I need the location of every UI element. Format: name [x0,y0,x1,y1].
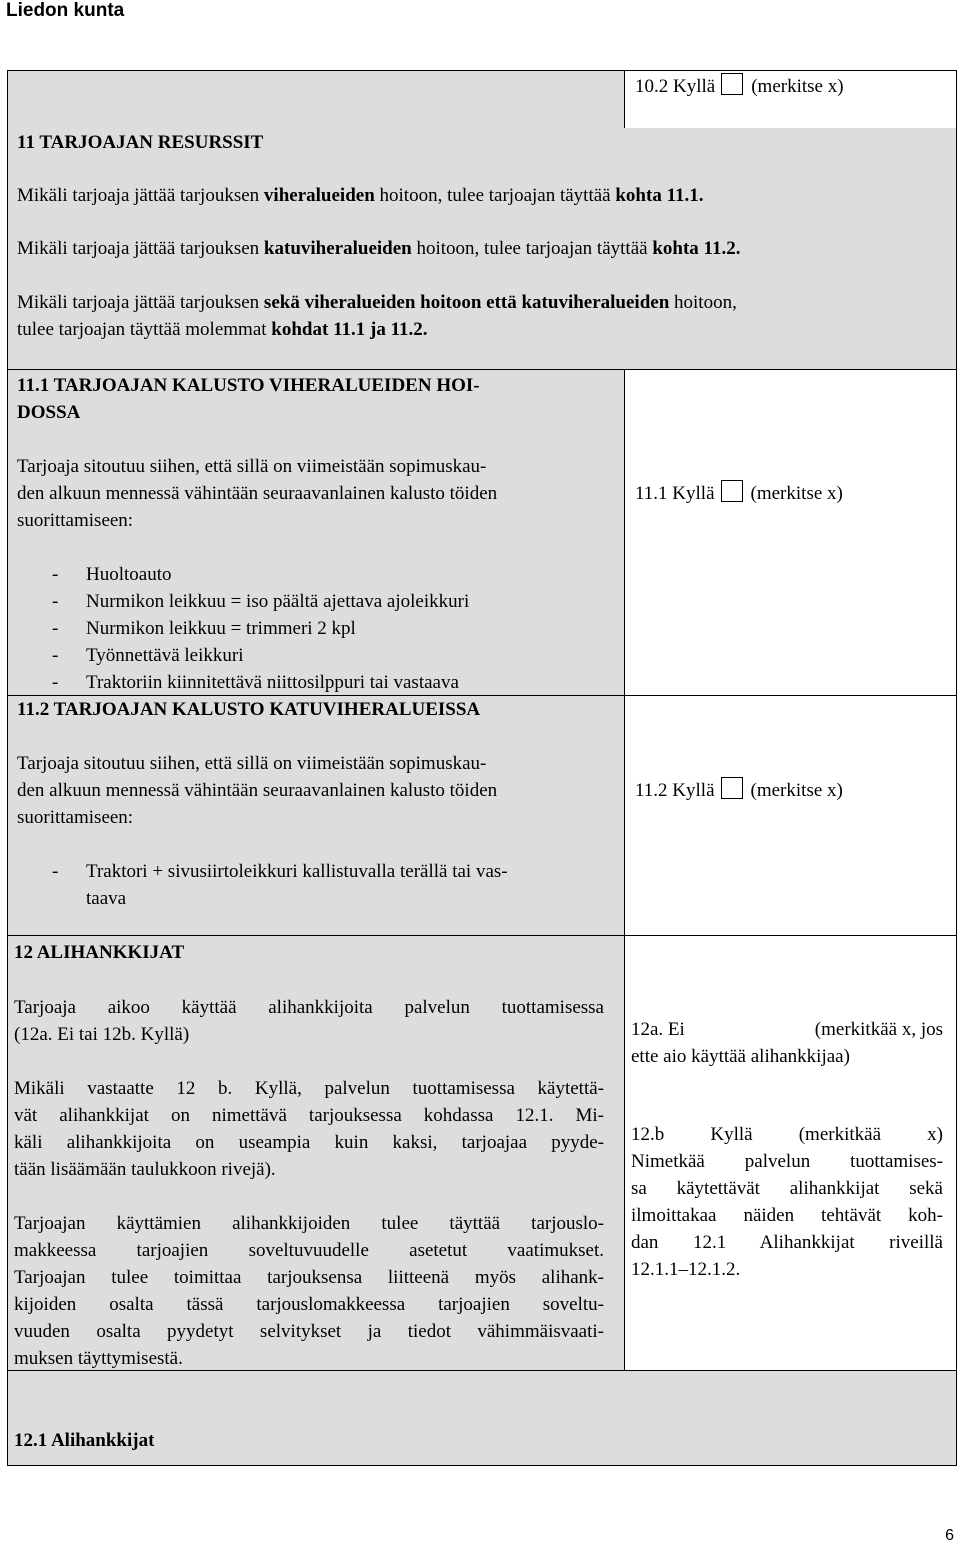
page-number: 6 [945,1527,954,1544]
section-11-1-heading: 11.1 TARJOAJAN KALUSTO VIHERALUEIDEN HOI- [17,375,480,396]
answer-12b[interactable]: 12.b Kyllä (merkitkää x) [631,1124,943,1145]
section-11-2-body: Tarjoaja sitoutuu siihen, että sillä on viimeistään sopimuskau- [17,753,487,774]
answer-12a: 12a. Ei (merkitkää x, jos [631,1019,943,1040]
section-12-1-heading: 12.1 Alihankkijat [14,1430,155,1451]
section-12 [7,935,957,1371]
checkbox-11-1[interactable] [721,480,743,502]
section-11-1-body: Tarjoaja sitoutuu siihen, että sillä on viimeistään sopimuskau- [17,456,487,477]
list-item: - Traktori + sivusiirtoleikkuri kallistuvalla terällä tai vas- [52,861,508,882]
list-item: - Työnnettävä leikkuri [52,645,244,666]
section-12-text: Tarjoajan käyttämien alihankkijoiden tulee täyttää tarjouslo- [14,1213,604,1234]
section-12-text: Tarjoaja aikoo käyttää alihankkijoita palvelun tuottamisessa [14,997,604,1018]
instruction-11-2: Mikäli tarjoaja jättää tarjouksen katuviheralueiden hoitoon, tulee tarjoajan täyttää kohta 11.2. [17,238,741,259]
section-12-text: makkeessa tarjoajien soveltuvuudelle asetetut vaatimukset. [14,1240,604,1261]
section-12-text: vät alihankkijat on nimettävä tarjouksessa kohdassa 12.1. Mi- [14,1105,604,1126]
section-12-text: kijoiden osalta tässä tarjouslomakkeessa tarjoajien soveltu- [14,1294,604,1315]
section-10-11 [7,70,957,370]
answer-10-2-cell [624,71,956,128]
answer-12b-note: 12.1.1–12.1.2. [631,1259,741,1280]
list-item: - Traktoriin kiinnitettävä niittosilppuri tai vastaava [52,672,459,693]
section-11-2-body: den alkuun mennessä vähintään seuraavanlainen kalusto töiden [17,780,498,801]
section-12-heading: 12 ALIHANKKIJAT [14,942,185,963]
section-12-text: (12a. Ei tai 12b. Kyllä) [14,1024,190,1045]
divider [625,695,956,696]
section-11-1-heading-cont: DOSSA [17,402,81,423]
instruction-both-line2: tulee tarjoajan täyttää molemmat kohdat 11.1 ja 11.2. [17,319,428,340]
subcontractors-left-cell [8,936,625,1370]
section-11-intro [8,128,956,369]
subcontractors-right-cell [624,936,956,1370]
answer-12a-note: ette aio käyttää alihankkijaa) [631,1046,850,1067]
equipment-right-cell [624,370,956,935]
section-12-text: vuuden osalta pyydetyt selvitykset ja tiedot vähimmäisvaati- [14,1321,604,1342]
section-12-text: tään lisäämään taulukkoon rivejä). [14,1159,276,1180]
instruction-11-1: Mikäli tarjoaja jättää tarjouksen viheralueiden hoitoon, tulee tarjoajan täyttää kohta 11.1. [17,185,704,206]
answer-10-2: 10.2 Kyllä (merkitse x) [635,73,844,100]
section-11-2-body: suorittamiseen: [17,807,134,828]
section-12-text: Tarjoajan tulee toimittaa tarjouksensa liitteenä myös alihank- [14,1267,604,1288]
section-12-1 [7,1370,957,1466]
list-item: - Nurmikon leikkuu = trimmeri 2 kpl [52,618,356,639]
list-item: taava [86,888,127,909]
equipment-left-cell [8,370,625,935]
section-11-heading: 11 TARJOAJAN RESURSSIT [17,132,264,153]
section-11-1-body: suorittamiseen: [17,510,134,531]
answer-12b-note: sa käytettävät alihankkijat sekä [631,1178,943,1199]
section-11-1-body: den alkuun mennessä vähintään seuraavanlainen kalusto töiden [17,483,498,504]
answer-11-2: 11.2 Kyllä (merkitse x) [635,777,843,804]
section-12-text: käli alihankkijoita on useampia kuin kaksi, tarjoajaa pyyde- [14,1132,604,1153]
page-header: Liedon kunta [6,0,125,21]
answer-12b-note: Nimetkää palvelun tuottamises- [631,1151,943,1172]
section-11-2-heading: 11.2 TARJOAJAN KALUSTO KATUVIHERALUEISSA [17,699,481,720]
row-10-2 [8,71,956,129]
instruction-both: Mikäli tarjoaja jättää tarjouksen sekä viheralueiden hoitoon että katuviheralueiden hoitoon, [17,292,737,313]
checkbox-11-2[interactable] [721,777,743,799]
section-12-text: Mikäli vastaatte 12 b. Kyllä, palvelun tuottamisessa käytettä- [14,1078,604,1099]
answer-12b-note: dan 12.1 Alihankkijat riveillä [631,1232,943,1253]
checkbox-10-2[interactable] [721,73,743,95]
list-item: - Huoltoauto [52,564,172,585]
answer-12b-note: ilmoittakaa näiden tehtävät koh- [631,1205,943,1226]
answer-11-1: 11.1 Kyllä (merkitse x) [635,480,843,507]
list-item: - Nurmikon leikkuu = iso päältä ajettava ajoleikkuri [52,591,470,612]
section-11-equipment [7,369,957,936]
section-12-text: muksen täyttymisestä. [14,1348,183,1369]
